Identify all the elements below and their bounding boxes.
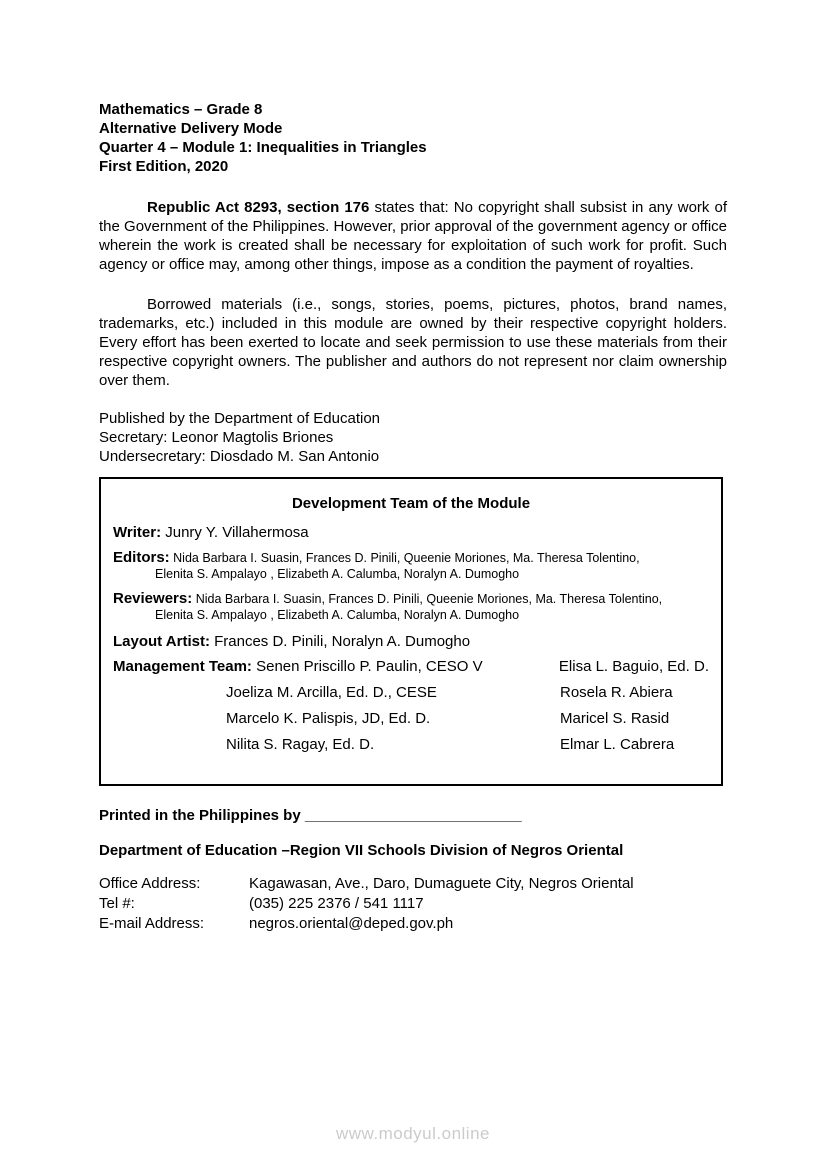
management-team-label: Management Team: (113, 658, 252, 675)
reviewers-names-line1: Nida Barbara I. Suasin, Frances D. Pinili, Queenie Moriones, Ma. Theresa Tolentino, (195, 592, 663, 606)
module-delivery-mode-line: Alternative Delivery Mode (99, 120, 283, 137)
management-name-right: Elisa L. Baguio, Ed. D. (558, 658, 709, 675)
module-title-line: Quarter 4 – Module 1: Inequalities in Triangles (99, 139, 427, 156)
office-address-value: Kagawasan, Ave., Daro, Dumaguete City, Negros Oriental (249, 875, 634, 892)
module-edition-line: First Edition, 2020 (99, 158, 229, 175)
development-team-box (99, 477, 723, 786)
management-name-right: Maricel S. Rasid (560, 710, 670, 727)
copyright-paragraph-text: states that: No copyright shall subsist in any work of the Government of the Philippines. However, prior approval of the government agency or office wherein the work is created shall be necessary for exploitation of such work for profit. Such agency or office may, among other things, impose as a condition the payment of royalties. (99, 199, 727, 273)
editors-names-line1: Nida Barbara I. Suasin, Frances D. Pinili, Queenie Moriones, Ma. Theresa Tolentino, (173, 551, 640, 565)
email-value: negros.oriental@deped.gov.ph (249, 915, 454, 932)
contact-row-email (99, 914, 727, 934)
reviewers-names-line2: Elenita S. Ampalayo , Elizabeth A. Calumba, Noralyn A. Dumogho (155, 608, 520, 622)
printed-in-philippines-line (99, 806, 727, 825)
page-content (99, 100, 727, 934)
republic-act-lead: Republic Act 8293, section 176 (147, 199, 370, 216)
editors-label: Editors: (113, 549, 170, 566)
email-label: E-mail Address: (99, 915, 205, 932)
management-row (113, 657, 709, 676)
management-row (113, 683, 709, 702)
management-name-left: Nilita S. Ragay, Ed. D. (226, 736, 375, 753)
reviewers-row (113, 591, 709, 623)
contact-row-office-address (99, 874, 727, 894)
secretary-line: Secretary: Leonor Magtolis Briones (99, 429, 334, 446)
site-watermark: www.modyul.online (335, 1124, 490, 1143)
management-team-section (113, 657, 709, 754)
contact-row-telephone (99, 894, 727, 914)
editors-names-line2: Elenita S. Ampalayo , Elizabeth A. Calumba, Noralyn A. Dumogho (155, 567, 520, 581)
undersecretary-line: Undersecretary: Diosdado M. San Antonio (99, 448, 380, 465)
printed-by-label: Printed in the Philippines by (99, 807, 305, 824)
printed-by-blank-line: __________________________ (304, 807, 522, 824)
management-left-cell (113, 657, 559, 676)
module-subject-line: Mathematics – Grade 8 (99, 101, 263, 118)
layout-artist-label: Layout Artist: (113, 633, 210, 650)
telephone-label: Tel #: (99, 895, 135, 912)
office-address-label: Office Address: (99, 875, 201, 892)
module-header (99, 100, 727, 176)
writer-label: Writer: (113, 524, 162, 541)
management-name-left: Marcelo K. Palispis, JD, Ed. D. (226, 710, 431, 727)
publisher-block (99, 409, 727, 466)
writer-name: Junry Y. Villahermosa (165, 524, 309, 541)
management-row (113, 735, 709, 754)
borrowed-materials-paragraph: Borrowed materials (i.e., songs, stories, poems, pictures, photos, brand names, trademarks, etc.) included in this module are owned by their respective copyright holders. Every effort has been exerted to locate and seek permission to use these materials from their respective copyright owners. The publisher and authors do not represent nor claim ownership over them. (99, 296, 727, 389)
management-name-right: Rosela R. Abiera (560, 684, 673, 701)
telephone-value: (035) 225 2376 / 541 1117 (249, 895, 424, 912)
division-line: Department of Education –Region VII Schools Division of Negros Oriental (99, 842, 624, 859)
management-name-right: Elmar L. Cabrera (560, 736, 675, 753)
development-team-title: Development Team of the Module (291, 495, 531, 512)
writer-row (113, 523, 709, 542)
reviewers-label: Reviewers: (113, 590, 193, 607)
layout-artist-row (113, 632, 709, 651)
published-by-line: Published by the Department of Education (99, 410, 381, 427)
editors-row (113, 550, 709, 582)
layout-artist-names: Frances D. Pinili, Noralyn A. Dumogho (214, 633, 471, 650)
management-name-left: Joeliza M. Arcilla, Ed. D., CESE (226, 684, 437, 701)
contact-block (99, 874, 727, 934)
copyright-paragraph (99, 198, 727, 274)
management-row (113, 709, 709, 728)
management-name-left: Senen Priscillo P. Paulin, CESO V (256, 658, 483, 675)
